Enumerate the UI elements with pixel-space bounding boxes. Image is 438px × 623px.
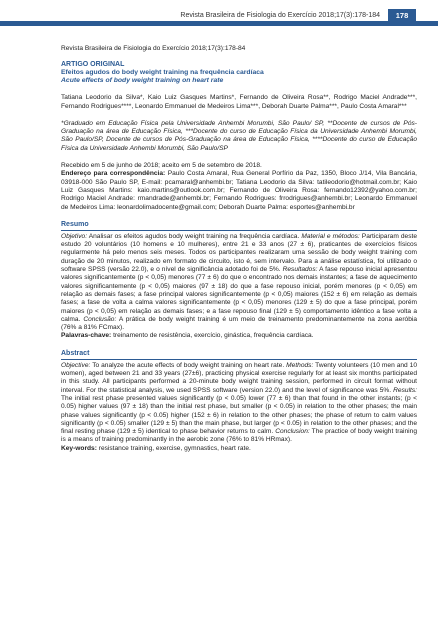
- objective-text: To analyze the acute effects of body weight training on heart rate.: [92, 361, 285, 369]
- conclusao-text: A prática de body weight training é um meio de treinamento predominantemente na zona aeróbia (76% a 81% FCmax).: [61, 315, 417, 332]
- affiliations: *Graduado em Educação Física pela Universidade Anhembi Morumbi, São Paulo/ SP, **Docente de cursos de Pós-Graduação na área de Educação Física, ***Docente do curso de Educação Física da Universidade Anhembi Morumbi, São Paulo/SP, Docente de cursos de Pós-Graduação na área de Educação Física, ****Docente do curso de Educação Física da Universidade Anhembi Morumbi, São Paulo/SP: [61, 119, 417, 152]
- correspondence-label: Endereço para correspondência:: [61, 170, 166, 178]
- author-list: Tatiana Leodorio da Silva*, Kaio Luiz Gasques Martins*, Fernando de Oliveira Rosa**, Rodrigo Maciel Andrade***, Fernando Rodrigues****, Leonardo Emmanuel de Medeiros Lima***, Deborah Duarte Palma***, Paulo Costa Amaral***: [61, 94, 417, 110]
- running-header: Revista Brasileira de Fisiologia do Exercício 2018;17(3):178-184: [180, 12, 380, 19]
- resumo-section: [61, 221, 417, 341]
- resultados-text: A fase repouso inicial apresentou valores significantemente (p < 0,05) menores (77 ± 6) do que o encontrado nos demais instantes; a fase de aquecimento valores significantemente (p < 0,05) maiores (97 ± 18) do que a fase repouso inicial, porém menores (p < 0,05) em relação as demais fases; a fase principal valores significantemente (p < 0,05) maiores (152 ± 6) em relação as demais fases; a fase de volta a calma valores significantemente (p < 0,05) menores (129 ± 5) do que a fase principal, porém maiores (p < 0,05) em relação as demais fases; e a fase repouso final (129 ± 5) comportamento idêntico a fase volta a calma.: [61, 266, 417, 323]
- header-rule: [0, 21, 438, 26]
- keywords: [61, 445, 417, 453]
- palavras-chave-label: Palavras-chave:: [61, 332, 112, 340]
- page-number: 178: [388, 9, 416, 23]
- palavras-chave: [61, 332, 417, 340]
- correspondence-text: Paulo Costa Amaral, Rua General Porfírio da Paz, 1350, Bloco J/14, Vila Bancária, 03918-000 São Paulo SP, E-mail: pcamaral@anhembi.br; Tatiana Leodorio da Silva: tatileodorio@hotmail.com.br; Kaio Luiz Gasques Martins: kaio.martins@outlook.com.br; Fernando de Oliveira Rosa: fernando12392@yahoo.com.br; Rodrigo Maciel Andrade: rmandrade@anhembi.br; Fernando Rodrigues: frrodrigues@anhembi.br; Leonardo Emmanuel de Medeiros Lima: leonardolimadocente@gmail.com; Deborah Duarte Palma: esportes@anhembi.br: [61, 170, 417, 211]
- received-dates: Recebido em 5 de junho de 2018; aceito em 5 de setembro de 2018.: [61, 162, 262, 170]
- metodos-label: Material e métodos:: [301, 232, 360, 240]
- conclusao-label: Conclusão:: [83, 315, 117, 323]
- article-body: [61, 45, 417, 453]
- results-label: Results:: [393, 386, 417, 394]
- abstract-heading: Abstract: [61, 349, 90, 357]
- resumo-text: [61, 233, 417, 333]
- conclusion-label: Conclusion:: [275, 428, 310, 436]
- resultados-label: Resultados:: [282, 266, 318, 274]
- resumo-heading: Resumo: [61, 220, 89, 228]
- palavras-chave-text: treinamento de resistência, exercício, ginástica, frequência cardíaca.: [113, 332, 314, 340]
- metodos-text: Participaram deste estudo 20 voluntários (10 homens e 10 mulheres), entre 21 e 33 anos (27 ± 6), praticantes de exercícios físicos regularmente há pelo menos seis meses. Todos os participantes realizaram uma sessão de body weight training com duração de 20 minutos, realizado em formato de circuito, isto é, sem intervalo. Para a análise estatística, foi utilizado o software SPSS (versão 22.0), e o nível de significância adotado foi de 5%.: [61, 232, 417, 274]
- objetivo-label: Objetivo:: [61, 232, 88, 240]
- methods-text: Twenty volunteers (10 men and 10 women), aged between 21 and 33 years (27±6), practicing physical exercise regularly for at least six months participated in this study. All participants performed a 20-minute body weight training session, performed in circuit format without interval. For the statistical analysis, we used SPSS software (version 22.0) and the level of significance was 5%.: [61, 361, 418, 394]
- methods-label: Methods:: [286, 361, 314, 369]
- resumo-rule: [61, 230, 417, 231]
- objective-label: Objective:: [61, 361, 91, 369]
- citation: Revista Brasileira de Fisiologia do Exercício 2018;17(3):178-84: [61, 45, 246, 52]
- abstract-text: [61, 362, 417, 445]
- results-text: The initial rest phase presented values significantly (p < 0.05) lower (77 ± 6) than that found in the other instants; (p < 0.05) higher values (97 ± 18) than the initial rest phase, but smaller (p < 0.05) in relation to the other phases; the main phase values significantly (p < 0.05) higher (152 ± 6) in relation to the other phases; the phase of return to calm values significantly (p < 0.05) smaller (129 ± 5) than the main phase, but larger (p < 0.05) in relation to the other phases; and the final resting phase (129 ± 5) identical to phase behavior returns to calm.: [61, 394, 417, 436]
- correspondence: [61, 170, 417, 211]
- keywords-text: resistance training, exercise, gymnastics, heart rate.: [98, 444, 251, 452]
- title-portuguese: Efeitos agudos do body weight training na frequência cardíaca: [61, 69, 264, 77]
- abstract-rule: [61, 359, 417, 360]
- conclusion-text: The practice of body weight training is a means of training predominantly in the aerobic zone (76% to 81% HRmax).: [61, 428, 417, 444]
- article-type: ARTIGO ORIGINAL: [61, 61, 125, 69]
- abstract-section: [61, 350, 417, 453]
- objetivo-text: Analisar os efeitos agudos body weight training na frequência cardíaca.: [88, 232, 300, 240]
- keywords-label: Key-words:: [61, 444, 97, 452]
- title-english: Acute effects of body weight training on heart rate: [61, 77, 224, 85]
